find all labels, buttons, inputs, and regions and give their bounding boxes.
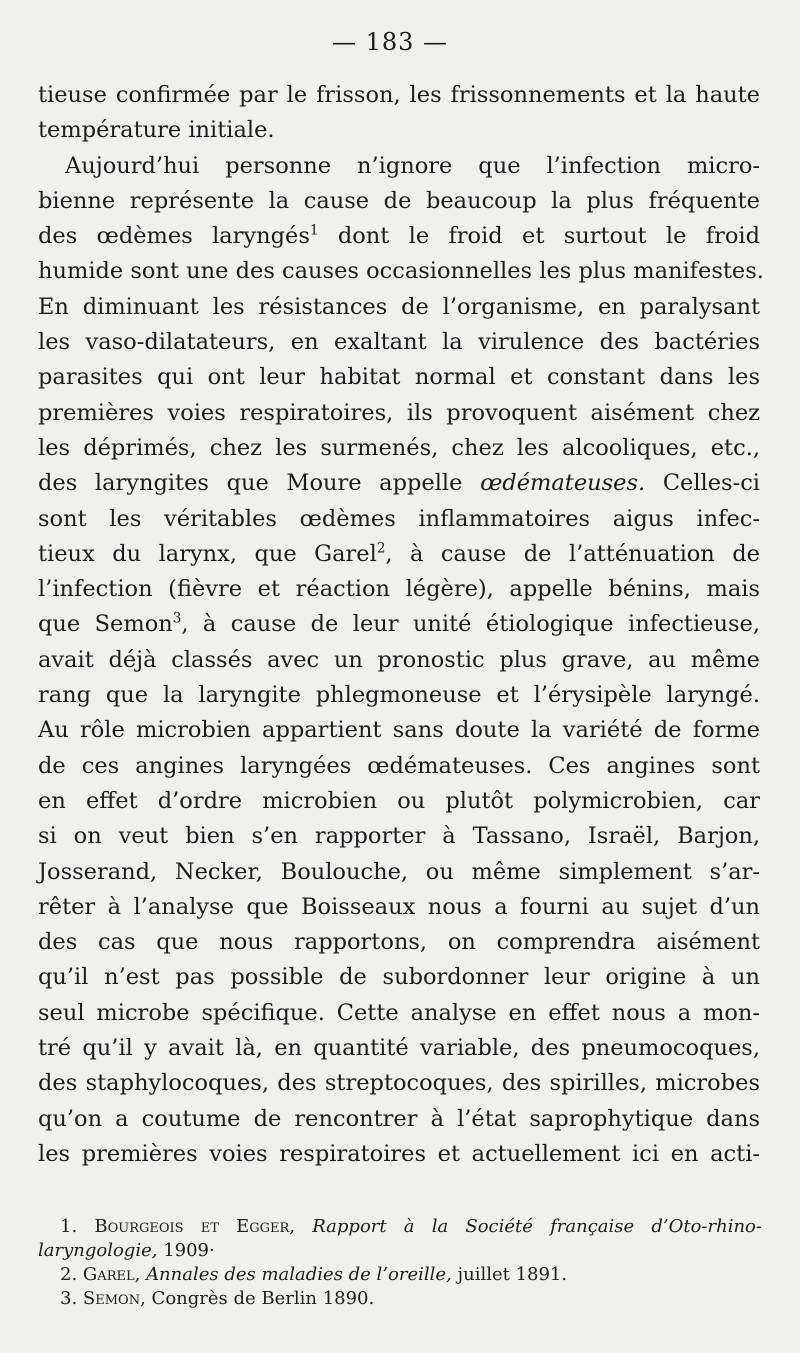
- footnote-1: [38, 1215, 762, 1239]
- footnote-date: 1909·: [163, 1240, 215, 1261]
- text-fragment: , à cause de l’atténuation de: [385, 540, 760, 567]
- text-line: des cas que nous rapportons, on comprendra aisément: [38, 929, 760, 956]
- text-line: avait déjà classés avec un pronostic plus grave, au même: [38, 646, 760, 673]
- text-line: humide sont une des causes occasionnelles les plus manifestes.: [38, 258, 764, 285]
- text-fragment: que Semon: [38, 611, 173, 638]
- text-line: Au rôle microbien appartient sans doute la variété de forme: [38, 717, 760, 744]
- page-number: — 183 —: [331, 28, 449, 56]
- text-line: qu’on a coutume de rencontrer à l’état saprophytique dans: [38, 1105, 760, 1132]
- text-line: [38, 466, 760, 501]
- text-line: des staphylocoques, des streptocoques, des spirilles, microbes: [38, 1070, 760, 1097]
- footnote-date: juillet 1891.: [457, 1264, 568, 1285]
- text-line: seul microbe spécifique. Cette analyse en effet nous a mon-: [38, 999, 760, 1026]
- text-fragment: , à cause de leur unité étiologique infectieuse,: [181, 611, 760, 638]
- footnote-authors: Bourgeois et Egger,: [94, 1216, 296, 1237]
- text-line: si on veut bien s’en rapporter à Tassano, Israël, Barjon,: [38, 823, 760, 850]
- footnote-number: 1.: [60, 1216, 78, 1237]
- text-line: rang que la laryngite phlegmoneuse et l’érysipèle laryngé.: [38, 682, 760, 709]
- body-text: [38, 78, 764, 1172]
- footnote-title: Rapport à la Société française d’Oto-rhino-: [312, 1216, 762, 1237]
- text-line: sont les véritables œdèmes inflammatoires aigus infec-: [38, 505, 760, 532]
- text-line: qu’il n’est pas possible de subordonner leur origine à un: [38, 964, 760, 991]
- footnote-2: [38, 1263, 762, 1287]
- footnote-author: Semon,: [82, 1288, 146, 1309]
- footnote-title: Annales des maladies de l’oreille,: [146, 1264, 452, 1285]
- text-line: les vaso-dilatateurs, en exaltant la virulence des bactéries: [38, 329, 760, 356]
- text-fragment: tieux du larynx, que Garel: [38, 540, 377, 567]
- footnote-number: 2.: [60, 1264, 78, 1285]
- text-line: [38, 219, 760, 254]
- footnote-text: Congrès de Berlin 1890.: [151, 1288, 375, 1309]
- text-line: l’infection (fièvre et réaction légère), appelle bénins, mais: [38, 576, 760, 603]
- text-line: En diminuant les résistances de l’organisme, en paralysant: [38, 293, 760, 320]
- text-fragment: des œdèmes laryngés: [38, 223, 310, 250]
- text-line: les déprimés, chez les surmenés, chez les alcooliques, etc.,: [38, 434, 760, 461]
- footnote-ref: 2: [376, 540, 386, 557]
- footnote-ref: 1: [309, 222, 319, 239]
- text-line: température initiale.: [38, 117, 275, 144]
- text-line: tieuse confirmée par le frisson, les frissonnements et la haute: [38, 82, 760, 108]
- text-line: de ces angines laryngées œdémateuses. Ces angines sont: [38, 752, 760, 779]
- footnotes: [38, 1215, 762, 1311]
- footnote-1-continued: [38, 1239, 762, 1263]
- text-line: les premières voies respiratoires et actuellement ici en acti-: [38, 1140, 760, 1167]
- footnote-3: [38, 1287, 762, 1311]
- text-line: Aujourd’hui personne n’ignore que l’infection micro-: [65, 152, 760, 179]
- italic-term: œdémateuses.: [480, 470, 646, 497]
- text-line: bienne représente la cause de beaucoup la plus fréquente: [38, 187, 760, 214]
- text-line: [38, 607, 760, 642]
- text-line: rêter à l’analyse que Boisseaux nous a fourni au sujet d’un: [38, 893, 760, 920]
- text-fragment: dont le froid et surtout le froid: [337, 223, 760, 250]
- text-line: en effet d’ordre microbien ou plutôt polymicrobien, car: [38, 787, 760, 814]
- text-line: [38, 537, 760, 572]
- footnote-ref: 3: [172, 610, 182, 627]
- text-fragment: des laryngites que Moure appelle: [38, 470, 463, 497]
- footnote-number: 3.: [60, 1288, 78, 1309]
- text-line: premières voies respiratoires, ils provoquent aisément chez: [38, 399, 760, 426]
- footnote-author: Garel,: [82, 1264, 141, 1285]
- text-fragment: Celles-ci: [662, 470, 760, 497]
- text-line: parasites qui ont leur habitat normal et constant dans les: [38, 364, 760, 391]
- footnote-title: laryngologie,: [38, 1240, 158, 1261]
- text-line: Josserand, Necker, Boulouche, ou même simplement s’ar-: [38, 858, 760, 885]
- text-line: tré qu’il y avait là, en quantité variable, des pneumocoques,: [38, 1035, 760, 1062]
